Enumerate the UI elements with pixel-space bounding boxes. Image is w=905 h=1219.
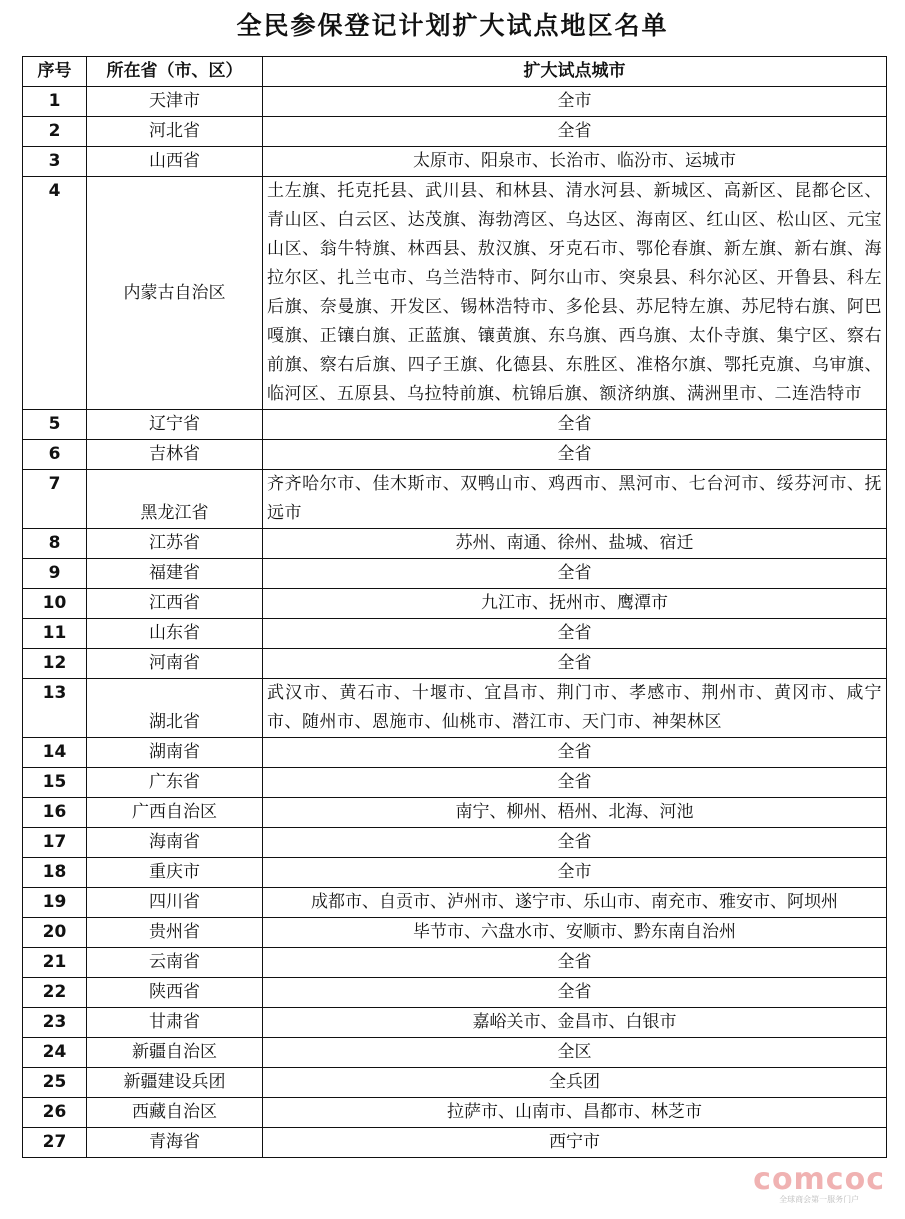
row-cities: 太原市、阳泉市、长治市、临汾市、运城市	[263, 147, 887, 177]
table-row	[23, 948, 887, 978]
row-seq: 25	[23, 1068, 87, 1098]
row-cities: 全省	[263, 619, 887, 649]
row-province: 西藏自治区	[87, 1098, 263, 1128]
row-seq: 20	[23, 918, 87, 948]
row-seq: 4	[23, 177, 87, 410]
row-province: 贵州省	[87, 918, 263, 948]
row-seq: 19	[23, 888, 87, 918]
row-cities: 土左旗、托克托县、武川县、和林县、清水河县、新城区、高新区、昆都仑区、青山区、白云区、达茂旗、海勃湾区、乌达区、海南区、红山区、松山区、元宝山区、翁牛特旗、林西县、敖汉旗、牙克石市、鄂伦春旗、新左旗、新右旗、海拉尔区、扎兰屯市、乌兰浩特市、阿尔山市、突泉县、科尔沁区、开鲁县、科左后旗、奈曼旗、开发区、锡林浩特市、多伦县、苏尼特左旗、苏尼特右旗、阿巴嘎旗、正镶白旗、正蓝旗、镶黄旗、东乌旗、西乌旗、太仆寺旗、集宁区、察右前旗、察右后旗、四子王旗、化德县、东胜区、准格尔旗、鄂托克旗、乌审旗、临河区、五原县、乌拉特前旗、杭锦后旗、额济纳旗、满洲里市、二连浩特市	[263, 177, 887, 410]
table-row	[23, 798, 887, 828]
watermark-logo: comcoc	[753, 1162, 885, 1197]
watermark	[753, 1162, 885, 1205]
row-seq: 8	[23, 529, 87, 559]
table-row	[23, 559, 887, 589]
row-cities: 九江市、抚州市、鹰潭市	[263, 589, 887, 619]
row-cities: 全区	[263, 1038, 887, 1068]
table-row	[23, 1068, 887, 1098]
row-seq: 14	[23, 738, 87, 768]
row-cities: 全市	[263, 87, 887, 117]
table-row	[23, 619, 887, 649]
row-province: 甘肃省	[87, 1008, 263, 1038]
table-row	[23, 1128, 887, 1158]
row-seq: 13	[23, 679, 87, 738]
row-cities: 全省	[263, 440, 887, 470]
row-province: 江苏省	[87, 529, 263, 559]
table-row	[23, 529, 887, 559]
row-cities: 全省	[263, 117, 887, 147]
table-row	[23, 410, 887, 440]
header-cities: 扩大试点城市	[263, 57, 887, 87]
watermark-tagline: 全球商会第一服务门户	[779, 1195, 860, 1204]
row-cities: 齐齐哈尔市、佳木斯市、双鸭山市、鸡西市、黑河市、七台河市、绥芬河市、抚远市	[263, 470, 887, 529]
header-province: 所在省（市、区）	[87, 57, 263, 87]
row-seq: 10	[23, 589, 87, 619]
row-seq: 6	[23, 440, 87, 470]
row-seq: 16	[23, 798, 87, 828]
row-province: 天津市	[87, 87, 263, 117]
row-cities: 全省	[263, 828, 887, 858]
row-province: 湖南省	[87, 738, 263, 768]
row-seq: 24	[23, 1038, 87, 1068]
row-province: 河南省	[87, 649, 263, 679]
pilot-regions-table	[22, 56, 887, 1158]
table-header-row	[23, 57, 887, 87]
row-cities: 全省	[263, 410, 887, 440]
table-row	[23, 828, 887, 858]
table-row	[23, 679, 887, 738]
row-province: 广东省	[87, 768, 263, 798]
table-row	[23, 1098, 887, 1128]
row-cities: 南宁、柳州、梧州、北海、河池	[263, 798, 887, 828]
row-seq: 11	[23, 619, 87, 649]
row-cities: 成都市、自贡市、泸州市、遂宁市、乐山市、南充市、雅安市、阿坝州	[263, 888, 887, 918]
table-row	[23, 87, 887, 117]
row-cities: 全省	[263, 948, 887, 978]
table-row	[23, 649, 887, 679]
row-seq: 1	[23, 87, 87, 117]
table-row	[23, 440, 887, 470]
row-cities: 西宁市	[263, 1128, 887, 1158]
row-province: 湖北省	[87, 679, 263, 738]
table-row	[23, 117, 887, 147]
row-cities: 全省	[263, 768, 887, 798]
row-cities: 全兵团	[263, 1068, 887, 1098]
row-seq: 26	[23, 1098, 87, 1128]
row-province: 辽宁省	[87, 410, 263, 440]
row-seq: 9	[23, 559, 87, 589]
row-cities: 苏州、南通、徐州、盐城、宿迁	[263, 529, 887, 559]
row-seq: 22	[23, 978, 87, 1008]
row-cities: 嘉峪关市、金昌市、白银市	[263, 1008, 887, 1038]
document-title: 全民参保登记计划扩大试点地区名单	[236, 11, 669, 40]
row-province: 重庆市	[87, 858, 263, 888]
table-row	[23, 738, 887, 768]
row-province: 内蒙古自治区	[87, 177, 263, 410]
row-province: 山东省	[87, 619, 263, 649]
header-seq: 序号	[23, 57, 87, 87]
row-cities: 武汉市、黄石市、十堰市、宜昌市、荆门市、孝感市、荆州市、黄冈市、咸宁市、随州市、恩施市、仙桃市、潜江市、天门市、神架林区	[263, 679, 887, 738]
row-province: 广西自治区	[87, 798, 263, 828]
table-row	[23, 1038, 887, 1068]
row-province: 海南省	[87, 828, 263, 858]
row-cities: 全省	[263, 649, 887, 679]
table-row	[23, 589, 887, 619]
table-row	[23, 147, 887, 177]
table-row	[23, 470, 887, 529]
row-cities: 全市	[263, 858, 887, 888]
row-province: 吉林省	[87, 440, 263, 470]
row-seq: 27	[23, 1128, 87, 1158]
table-row	[23, 1008, 887, 1038]
row-province: 新疆建设兵团	[87, 1068, 263, 1098]
row-cities: 拉萨市、山南市、昌都市、林芝市	[263, 1098, 887, 1128]
row-seq: 3	[23, 147, 87, 177]
row-province: 河北省	[87, 117, 263, 147]
row-seq: 2	[23, 117, 87, 147]
table-row	[23, 888, 887, 918]
table-row	[23, 918, 887, 948]
table-row	[23, 768, 887, 798]
row-cities: 毕节市、六盘水市、安顺市、黔东南自治州	[263, 918, 887, 948]
row-province: 四川省	[87, 888, 263, 918]
row-province: 山西省	[87, 147, 263, 177]
row-cities: 全省	[263, 978, 887, 1008]
row-seq: 7	[23, 470, 87, 529]
row-seq: 5	[23, 410, 87, 440]
row-province: 青海省	[87, 1128, 263, 1158]
row-seq: 17	[23, 828, 87, 858]
table-row	[23, 177, 887, 410]
row-province: 云南省	[87, 948, 263, 978]
row-province: 陕西省	[87, 978, 263, 1008]
row-province: 黑龙江省	[87, 470, 263, 529]
row-seq: 23	[23, 1008, 87, 1038]
row-cities: 全省	[263, 738, 887, 768]
row-seq: 15	[23, 768, 87, 798]
row-cities: 全省	[263, 559, 887, 589]
table-row	[23, 858, 887, 888]
row-seq: 18	[23, 858, 87, 888]
row-seq: 12	[23, 649, 87, 679]
row-seq: 21	[23, 948, 87, 978]
row-province: 新疆自治区	[87, 1038, 263, 1068]
table-row	[23, 978, 887, 1008]
row-province: 江西省	[87, 589, 263, 619]
row-province: 福建省	[87, 559, 263, 589]
